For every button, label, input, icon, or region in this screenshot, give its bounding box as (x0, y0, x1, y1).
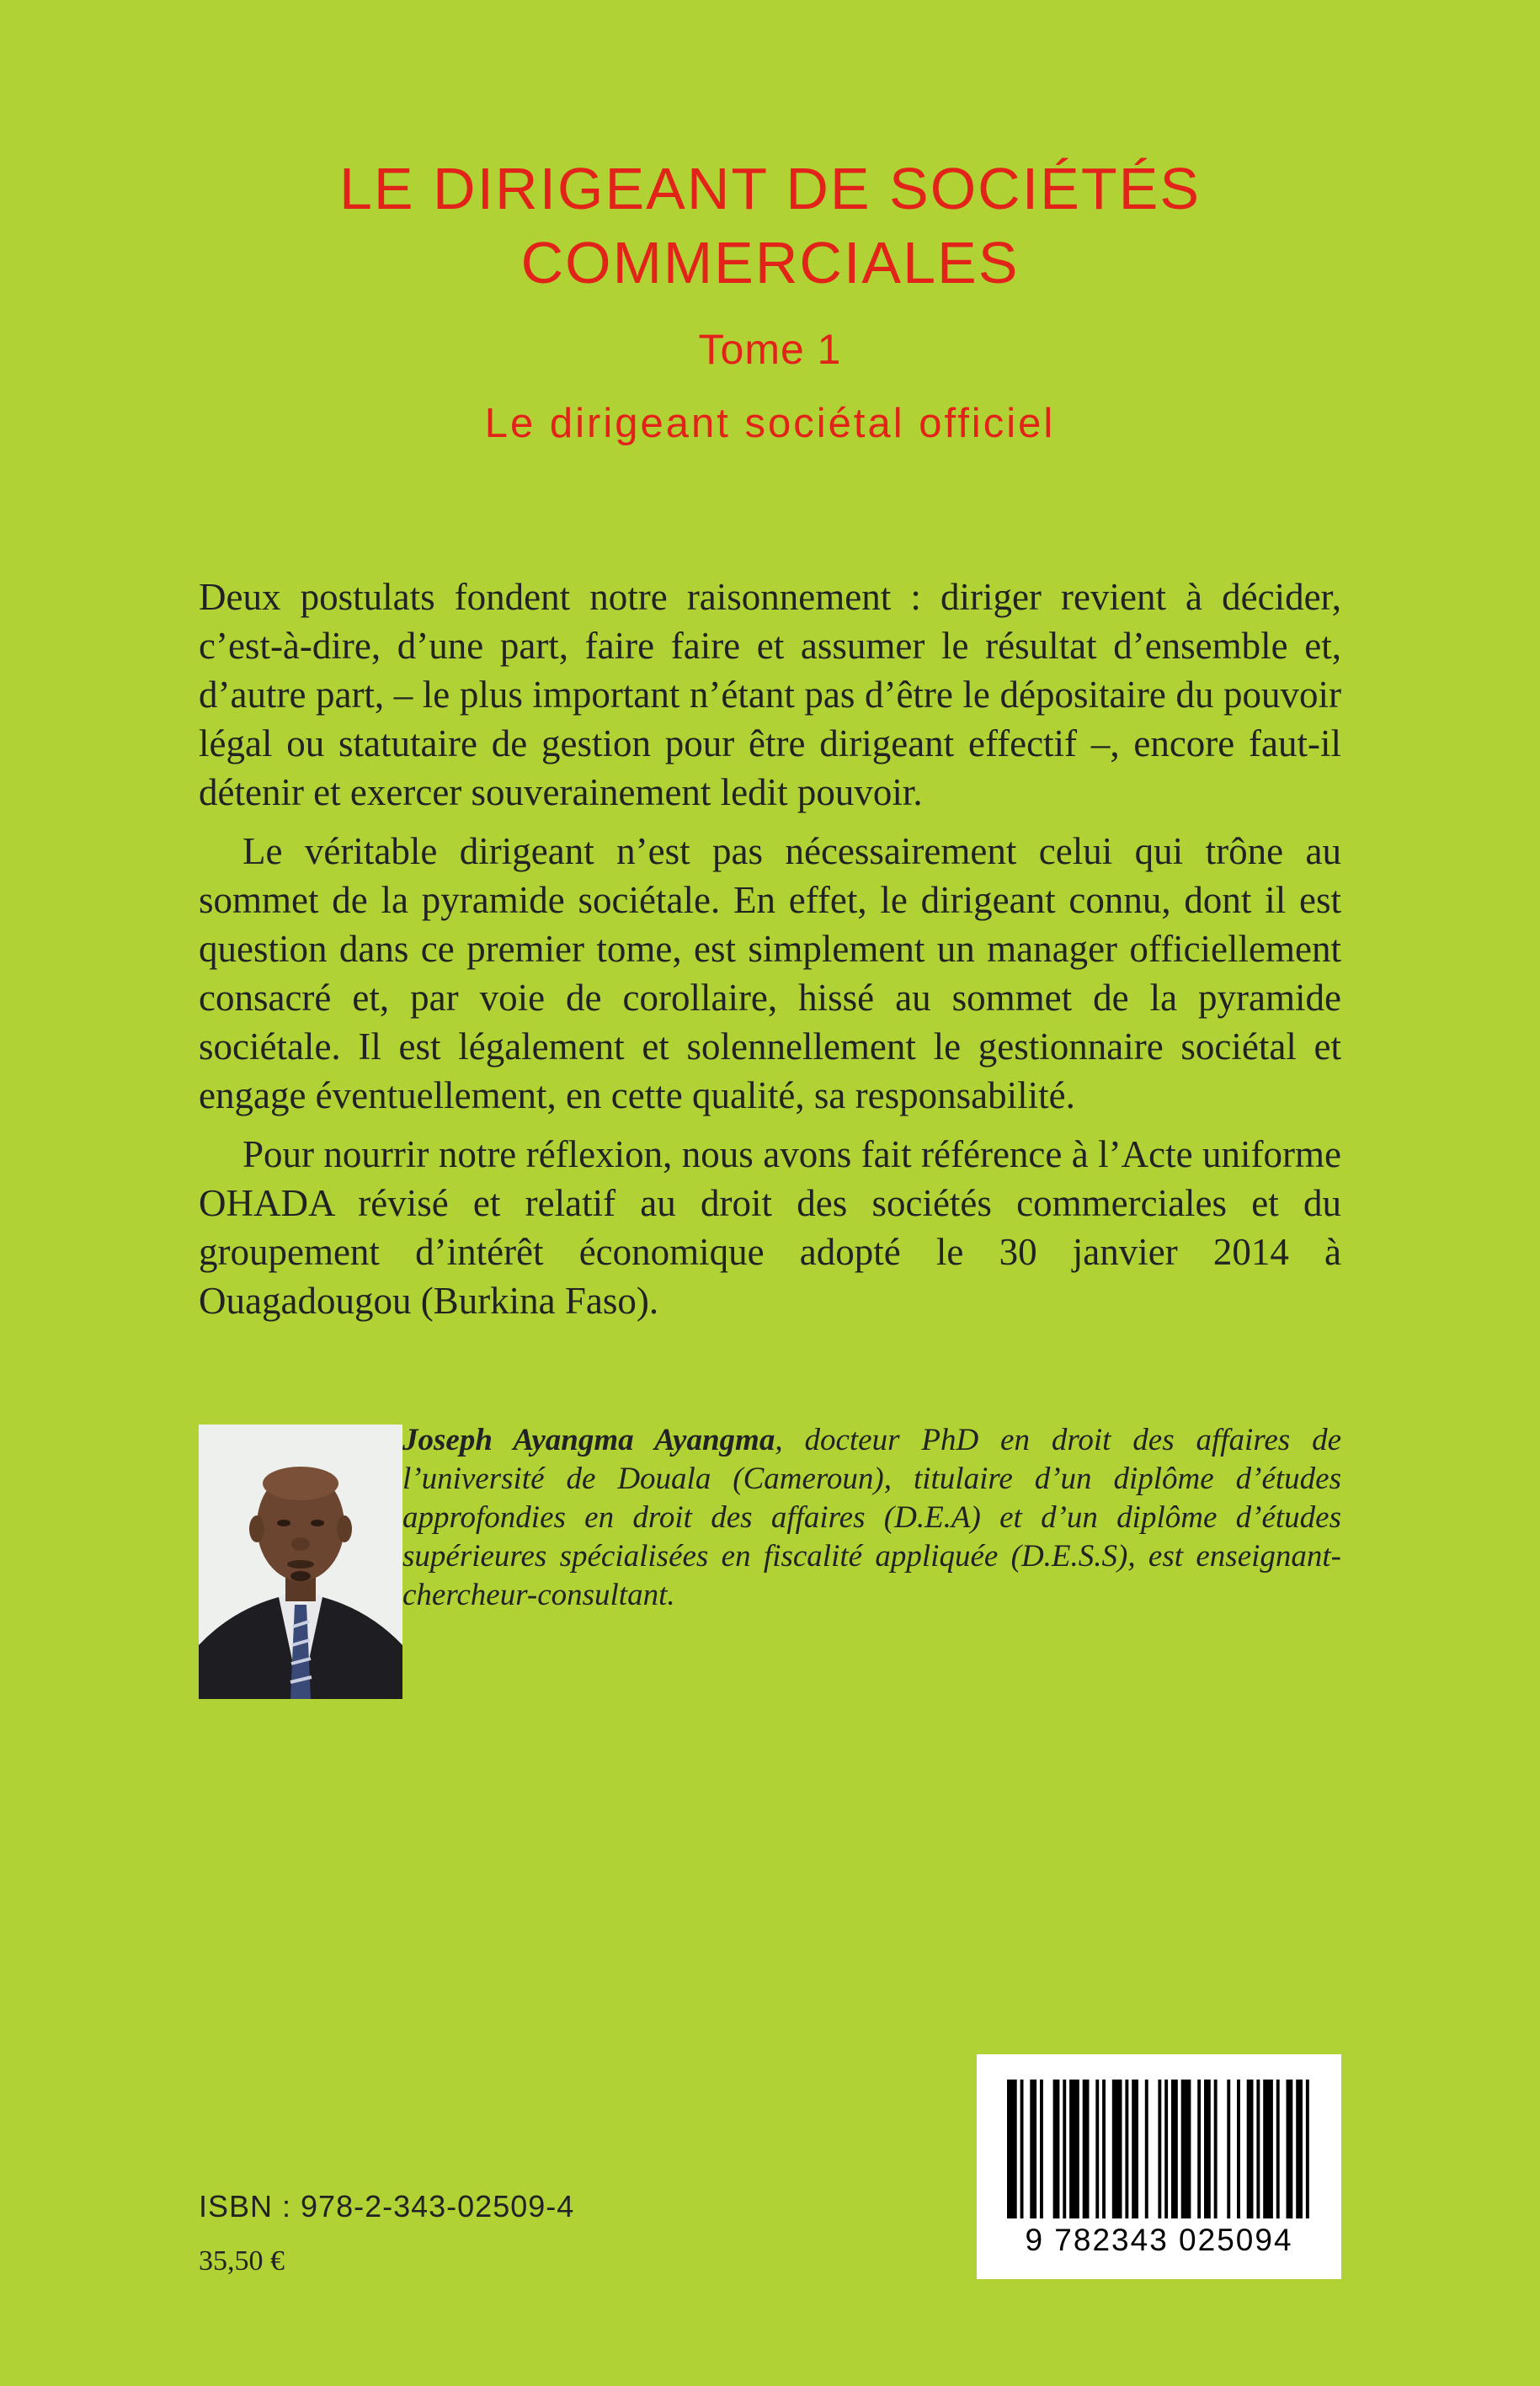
barcode-bar (1007, 2080, 1017, 2218)
barcode-bar (1306, 2080, 1309, 2218)
author-bio-text: , docteur PhD en droit des affaires de l’université de Douala (Cameroun), titulaire d’un diplôme d’études approfondies en droit des affaires (D.E.A) et d’un diplôme d’études supérieures spécialisées en fiscalité appliquée (D.E.S.S), est enseignant-chercheur-consultant. (402, 1423, 1341, 1612)
summary-paragraph-3: Pour nourrir notre réflexion, nous avons fait référence à l’Acte uniforme OHADA révisé et relatif au droit des sociétés commerciales et du groupement d’intérêt économique adopté le 30 janvier 2014 à Ouagadougou (Burkina Faso). (199, 1133, 1341, 1322)
barcode-bar (1214, 2080, 1218, 2218)
barcode-bar (1296, 2080, 1303, 2218)
barcode-bar (1276, 2080, 1280, 2218)
barcode-bar (1158, 2080, 1161, 2218)
barcode-bar (1181, 2080, 1191, 2218)
barcode-bar (1095, 2080, 1099, 2218)
barcode-bar (1287, 2080, 1293, 2218)
barcode-bar (1237, 2080, 1240, 2218)
barcode-bar (1112, 2080, 1122, 2218)
barcode-bar (1256, 2080, 1260, 2218)
price: 35,50 € (199, 2245, 285, 2277)
barcode-bar (1063, 2080, 1066, 2218)
book-title-line-1: LE DIRIGEANT DE SOCIÉTÉS (338, 156, 1202, 221)
barcode-bar (1171, 2080, 1178, 2218)
barcode-bar (1247, 2080, 1254, 2218)
barcode-bar (1164, 2080, 1168, 2218)
barcode-bar (1197, 2080, 1201, 2218)
barcode-bar (1053, 2080, 1060, 2218)
book-title-line-2: COMMERCIALES (520, 230, 1020, 296)
barcode-bar (1020, 2080, 1024, 2218)
isbn: ISBN : 978-2-343-02509-4 (199, 2189, 575, 2224)
author-name: Joseph Ayangma Ayangma (402, 1423, 775, 1457)
barcode-bar (1263, 2080, 1273, 2218)
summary-paragraph-2: Le véritable dirigeant n’est pas nécessairement celui qui trône au sommet de la pyramide sociétale. En effet, le dirigeant connu, dont il est question dans ce premier tome, est simplement un manager officiellement consacré et, par voie de corollaire, hissé au sommet de la pyramide sociétale. Il est légalement et solennellement le gestionnaire sociétal et engage éventuellement, en cette qualité, sa responsabilité. (199, 830, 1341, 1116)
barcode-bar (1069, 2080, 1079, 2218)
book-title (0, 152, 1540, 300)
barcode-bar (1030, 2080, 1036, 2218)
barcode (977, 2054, 1341, 2279)
author-photo (199, 1425, 402, 1699)
barcode-bar (1132, 2080, 1138, 2218)
barcode-bars (1000, 2080, 1318, 2218)
barcode-bar (1204, 2080, 1211, 2218)
author-bio (402, 1421, 1341, 1615)
book-subtitle: Le dirigeant sociétal officiel (484, 401, 1056, 446)
barcode-bar (1145, 2080, 1148, 2218)
barcode-bar (1227, 2080, 1230, 2218)
barcode-digits: 9 782343 025094 (1025, 2223, 1293, 2257)
summary-text (199, 573, 1341, 1325)
barcode-bar (1125, 2080, 1128, 2218)
barcode-bar (1040, 2080, 1043, 2218)
barcode-bar (1102, 2080, 1106, 2218)
tome-label: Tome 1 (698, 326, 842, 373)
barcode-bar (1083, 2080, 1090, 2218)
summary-paragraph-1: Deux postulats fondent notre raisonnement : diriger revient à décider, c’est-à-dire, d’une part, faire faire et assumer le résultat d’ensemble et, d’autre part, – le plus important n’étant pas d’être le dépositaire du pouvoir légal ou statutaire de gestion pour être dirigeant effectif –, encore faut-il détenir et exercer souverainement ledit pouvoir. (199, 576, 1341, 813)
